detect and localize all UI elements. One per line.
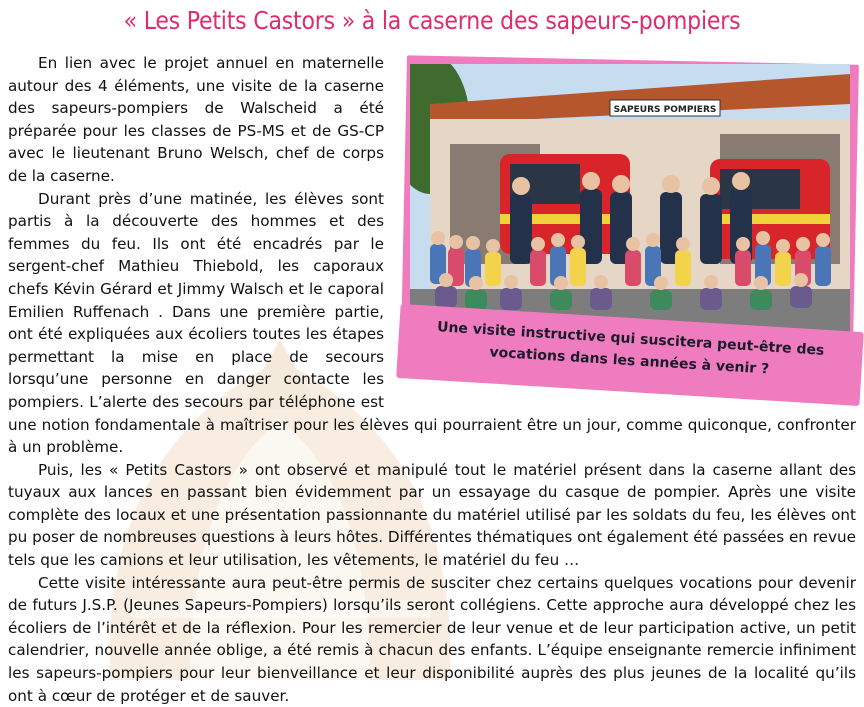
paragraph-1: En lien avec le projet annuel en maternelle autour des 4 éléments, une visite de la caserne des sapeurs-pompiers de Walscheid a été préparée pour les classes de PS-MS et de GS-CP avec le lieutenant Bruno Welsch, chef de corps de la caserne.: [8, 54, 384, 185]
photo-caption: Une visite instructive qui suscitera peut-être des vocations dans les années à venir ?: [436, 319, 825, 378]
group-photo: [410, 64, 850, 336]
paragraph-4: Cette visite intéressante aura peut-être permis de susciter chez certains quelques vocations pour devenir de futurs J.S.P. (Jeunes Sapeurs-Pompiers) lorsqu’ils seront collégiens. Cette approche aura développé chez les écoliers de l’intérêt et de la réflexion. Pour les remercier de leur venue et de leur participation active, un petit calendrier, nouvelle année oblige, a été remis à chacun des enfants. L’équipe enseignante remercie infiniment les sapeurs-pompiers pour leur bienveillance et leur disponibilité auprès des plus jeunes de la localité qu’ils ont à cœur de protéger et de sauver.: [8, 573, 856, 705]
paragraph-2: Durant près d’une matinée, les élèves sont partis à la découverte des hommes et des femmes du feu. Ils ont été encadrés par le sergent-chef Mathieu Thiebold, les caporaux chefs Kévin Gérard et Jimmy Walsch et le caporal Emilien Ruffenach . Dans une première partie, ont été expliquées aux écoliers toutes les étapes permettant la mise en place de secours lorsqu’une personne en danger contacte les pompiers. L’alerte des secours par téléphone est une notion fondamentale à maîtriser pour les élèves qui pourraient être un jour, comme quiconque, confronter à un problème.: [8, 189, 856, 457]
photo-block: [396, 52, 862, 402]
article-body: [8, 52, 856, 707]
station-sign: SAPEURS POMPIERS: [613, 105, 717, 115]
paragraph-3: Puis, les « Petits Castors » ont observé et manipulé tout le matériel présent dans la caserne allant des tuyaux aux lances en passant bien évidemment par un essayage du casque de pompier. Après une visite complète des locaux et une présentation passionnante du matériel utilisé par les soldats du feu, les élèves ont pu poser de nombreuses questions à leurs hôtes. Différentes thématiques ont également été passées en revue tels que les camions et leur utilisation, les vêtements, le matériel du feu …: [8, 460, 856, 570]
article-title: « Les Petits Castors » à la caserne des sapeurs-pompiers: [123, 6, 741, 35]
fire-station-photo: [410, 64, 850, 336]
